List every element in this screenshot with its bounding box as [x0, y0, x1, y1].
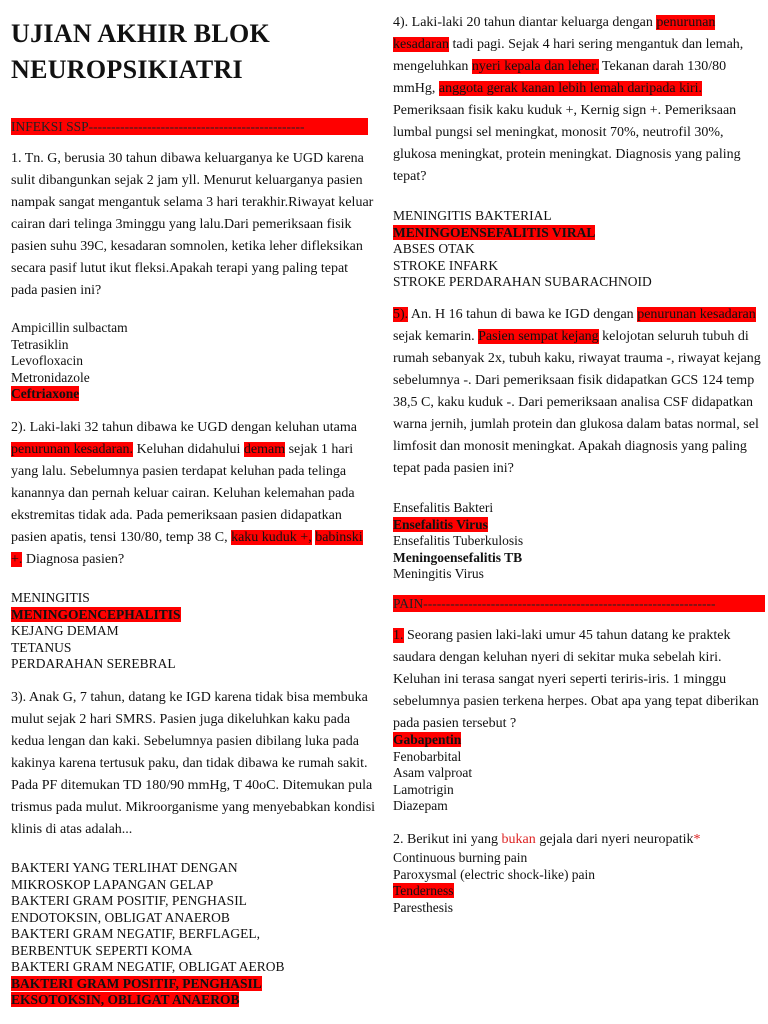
- question-3-text: 3). Anak G, 7 tahun, datang ke IGD karena tidak bisa membuka mulut sejak 2 hari SMRS. Pasien juga dikeluhkan kaku pada kedua lengan dan kaki. Sebelumnya pasien dibilang luka pada kakinya karena tertusuk paku, dan tidak dibawa ke rumah sakit. Pada PF ditemukan TD 180/90 mmHg, T 40oC. Ditemukan pula trismus pada mulut. Mikroorganisme yang menyebabkan kondisi klinis di atas adalah...: [11, 690, 376, 837]
- pain-question-1-options: [393, 732, 472, 815]
- option: BERBENTUK SEPERTI KOMA: [11, 942, 193, 958]
- title-line-1: UJIAN AKHIR BLOK: [11, 19, 271, 48]
- option-answer: Ceftriaxone: [11, 386, 80, 401]
- option: Fenobarbital: [393, 748, 462, 764]
- pain-question-2-text: 2. Berikut ini yang bukan gejala dari nyeri neuropatik*: [393, 832, 701, 847]
- option-bold: Meningoensefalitis TB: [393, 549, 523, 565]
- pain-question-1-text: 1. Seorang pasien laki-laki umur 45 tahun datang ke praktek saudara dengan keluhan nyeri di sekitar muka sebelah kiri. Keluhan ini terasa sangat nyeri seperti teriris-iris. 1 minggu sebelumnya pasien terkena herpes. Obat apa yang tepat diberikan pada pasien tersebut ?: [393, 628, 759, 731]
- question-1-options: [11, 320, 128, 403]
- option-answer: MENINGOENSEFALITIS VIRAL: [393, 224, 596, 240]
- option: ENDOTOKSIN, OBLIGAT ANAEROB: [11, 909, 230, 925]
- section-header-pain: PAIN-----------------------------------------------------------------: [393, 595, 765, 612]
- highlight: penurunan kesadaran: [637, 307, 756, 322]
- highlight: nyeri kepala dan leher.: [471, 59, 599, 74]
- option-answer: Gabapentin: [393, 732, 462, 747]
- question-5-text: 5). An. H 16 tahun di bawa ke IGD dengan penurunan kesadaran sejak kemarin. Pasien sempat kejang kelojotan seluruh tubuh di rumah sebanyak 2x, tubuh kaku, riwayat trauma -, riwayat kejang sebelumnya -. Dari pemeriksaan fisik didapatkan GCS 124 temp 38,5 C, kaku kuduk -. Dari pemeriksaan analisa CSF didapatkan warna jernih, jumlah protein dan glukosa dalam batas normal, sel limfosit dan monosit meningkat. Apakah diagnosis yang paling tepat pada pasien ini?: [393, 307, 761, 476]
- section-header-infeksi: INFEKSI SSP------------------------------------------------: [11, 118, 368, 135]
- option: BAKTERI GRAM NEGATIF, BERFLAGEL,: [11, 926, 261, 941]
- option: ABSES OTAK: [393, 241, 475, 256]
- option: Asam valproat: [393, 765, 473, 780]
- option: STROKE PERDARAHAN SUBARACHNOID: [393, 274, 652, 289]
- highlight: Pasien sempat kejang: [478, 329, 599, 344]
- option-answer: EKSOTOKSIN, OBLIGAT ANAEROB: [11, 992, 240, 1007]
- option: KEJANG DEMAM: [11, 623, 119, 638]
- option: BAKTERI YANG TERLIHAT DENGAN: [11, 860, 238, 875]
- required-marker: *: [693, 832, 701, 847]
- option: Meningitis Virus: [393, 566, 484, 581]
- highlight: babinski +.: [11, 530, 363, 567]
- option: TETANUS: [11, 639, 72, 655]
- highlight: penurunan kesadaran.: [11, 442, 134, 457]
- option: Diazepam: [393, 798, 448, 813]
- option: STROKE INFARK: [393, 257, 499, 273]
- option: Metronidazole: [11, 369, 90, 385]
- option-answer: Ensefalitis Virus: [393, 516, 488, 532]
- pain-question-2-options: [393, 850, 595, 916]
- option: Paroxysmal (electric shock-like) pain: [393, 866, 596, 882]
- option: Ensefalitis Tuberkulosis: [393, 533, 524, 548]
- option: Tetrasiklin: [11, 336, 69, 352]
- option-answer: BAKTERI GRAM POSITIF, PENGHASIL: [11, 975, 262, 991]
- option: Levofloxacin: [11, 353, 83, 368]
- option-answer: MENINGOENCEPHALITIS: [11, 606, 181, 622]
- option: Ensefalitis Bakteri: [393, 500, 494, 515]
- highlight: penurunan kesadaran: [393, 15, 716, 52]
- title-line-2: NEUROPSIKIATRI: [11, 55, 243, 84]
- emphasis-word: bukan: [501, 832, 536, 847]
- option: Continuous burning pain: [393, 850, 528, 865]
- question-3-options: [11, 860, 285, 1009]
- highlight: 1.: [393, 628, 404, 643]
- option: MIKROSKOP LAPANGAN GELAP: [11, 876, 214, 892]
- question-5-options: [393, 500, 523, 583]
- question-2-text: 2). Laki-laki 32 tahun dibawa ke UGD dengan keluhan utama penurunan kesadaran. Keluhan didahului demam sejak 1 hari yang lalu. Sebelumnya pasien terdapat keluhan pada telinga kanannya dan pernah keluar cairan. Keluhan kelemahan pada ekstremitas tidak ada. Pada pemeriksaan pasien didapatkan pasien apatis, tensi 130/80, temp 38 C, kaku kuduk +, babinski +. Diagnosa pasien?: [11, 420, 363, 567]
- page-title: [11, 16, 270, 88]
- option: MENINGITIS: [11, 590, 90, 605]
- question-4-text: 4). Laki-laki 20 tahun diantar keluarga dengan penurunan kesadaran tadi pagi. Sejak 4 hari sering mengantuk dan lemah, mengeluhkan nyeri kepala dan leher. Tekanan darah 130/80 mmHg, anggota gerak kanan lebih lemah daripada kiri. Pemeriksaan fisik kaku kuduk +, Kernig sign +. Pemeriksaan lumbal pungsi sel meningkat, monosit 70%, neutrofil 30%, glukosa meningkat, protein meningkat. Diagnosis yang paling tepat?: [393, 15, 744, 184]
- option: Paresthesis: [393, 899, 453, 915]
- question-4-options: [393, 208, 652, 291]
- highlight: anggota gerak kanan lebih lemah daripada kiri.: [438, 81, 703, 96]
- question-1-text: 1. Tn. G, berusia 30 tahun dibawa keluarganya ke UGD karena sulit dibangunkan sejak 2 jam yll. Menurut keluarganya pasien nampak sangat mengantuk selama 3 hari terakhir.Riwayat keluar cairan dari telinga 3minggu yang lalu.Dari pemeriksaan fisik pasien suhu 39C, kesadaran somnolen, ketika leher difleksikan secara pasif lutut ikut fleksi.Apakah terapi yang paling tepat pada pasien ini?: [11, 151, 374, 298]
- highlight: 5).: [393, 307, 409, 322]
- option: PERDARAHAN SEREBRAL: [11, 656, 176, 671]
- option: BAKTERI GRAM POSITIF, PENGHASIL: [11, 893, 247, 908]
- option-answer: Tenderness: [393, 883, 454, 898]
- option: Ampicillin sulbactam: [11, 320, 128, 335]
- option: MENINGITIS BAKTERIAL: [393, 208, 552, 223]
- highlight: kaku kuduk +,: [231, 530, 312, 545]
- highlight: demam: [243, 442, 286, 457]
- question-2-options: [11, 590, 181, 673]
- option: BAKTERI GRAM NEGATIF, OBLIGAT AEROB: [11, 959, 285, 974]
- option: Lamotrigin: [393, 781, 454, 797]
